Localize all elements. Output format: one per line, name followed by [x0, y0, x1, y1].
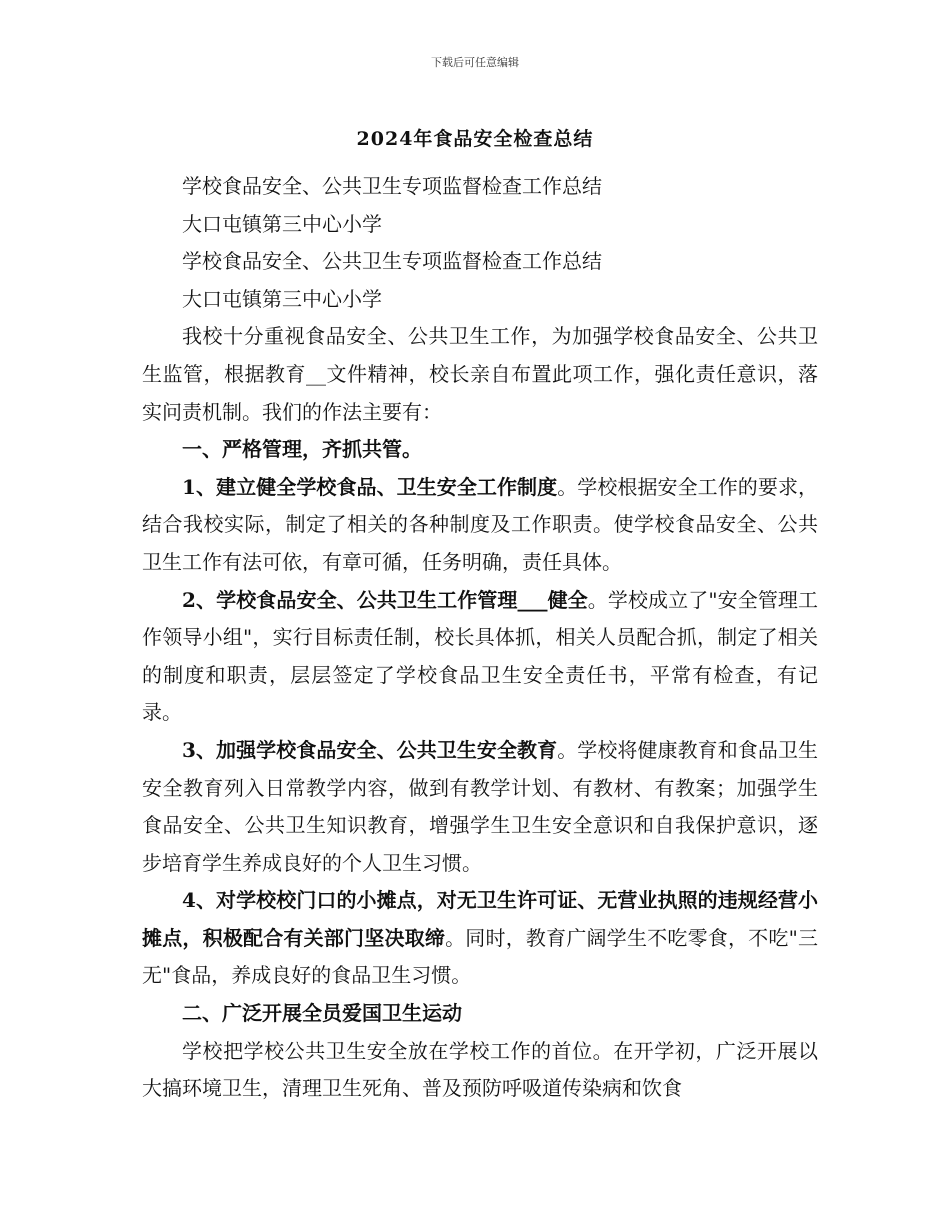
document-body [142, 168, 818, 1108]
paragraph: 2、学校食品安全、公共卫生工作管理___健全。学校成立了"安全管理工作领导小组"，实行目标责任制，校长具体抓，相关人员配合抓，制定了相关的制度和职责，层层签定了学校食品卫生安全责任书，平常有检查，有记录。 [142, 587, 819, 725]
page-header-note: 下载后可任意编辑 [431, 56, 519, 69]
section-heading: 一、严格管理，齐抓共管。 [182, 437, 422, 462]
paragraph: 我校十分重视食品安全、公共卫生工作，为加强学校食品安全、公共卫生监管，根据教育__文件精神，校长亲自布置此项工作，强化责任意识，落实问责机制。我们的作法主要有： [142, 324, 818, 424]
paragraph: 1、建立健全学校食品、卫生安全工作制度。学校根据安全工作的要求，结合我校实际，制定了相关的各种制度及工作职责。使学校食品安全、公共卫生工作有法可依，有章可循，任务明确，责任具体。 [142, 474, 819, 574]
section-heading: 二、广泛开展全员爱国卫生运动 [182, 1001, 462, 1026]
paragraph: 大口屯镇第三中心小学 [182, 211, 382, 236]
paragraph: 3、加强学校食品安全、公共卫生安全教育。学校将健康教育和食品卫生安全教育列入日常教学内容，做到有教学计划、有教材、有教案；加强学生食品安全、公共卫生知识教育，增强学生卫生安全意识和自我保护意识，逐步培育学生养成良好的个人卫生习惯。 [142, 737, 819, 875]
document-title: 2024年食品安全检查总结 [356, 128, 594, 150]
paragraph: 学校食品安全、公共卫生专项监督检查工作总结 [182, 249, 602, 274]
paragraph: 学校食品安全、公共卫生专项监督检查工作总结 [182, 174, 602, 198]
paragraph: 4、对学校校门口的小摊点，对无卫生许可证、无营业执照的违规经营小摊点，积极配合有关部门坚决取缔。同时，教育广阔学生不吃零食，不吃"三无"食品，养成良好的食品卫生习惯。 [142, 888, 819, 988]
paragraph: 大口屯镇第三中心小学 [182, 286, 382, 311]
paragraph: 学校把学校公共卫生安全放在学校工作的首位。在开学初，广泛开展以大搞环境卫生，清理卫生死角、普及预防呼吸道传染病和饮食 [142, 1038, 818, 1101]
